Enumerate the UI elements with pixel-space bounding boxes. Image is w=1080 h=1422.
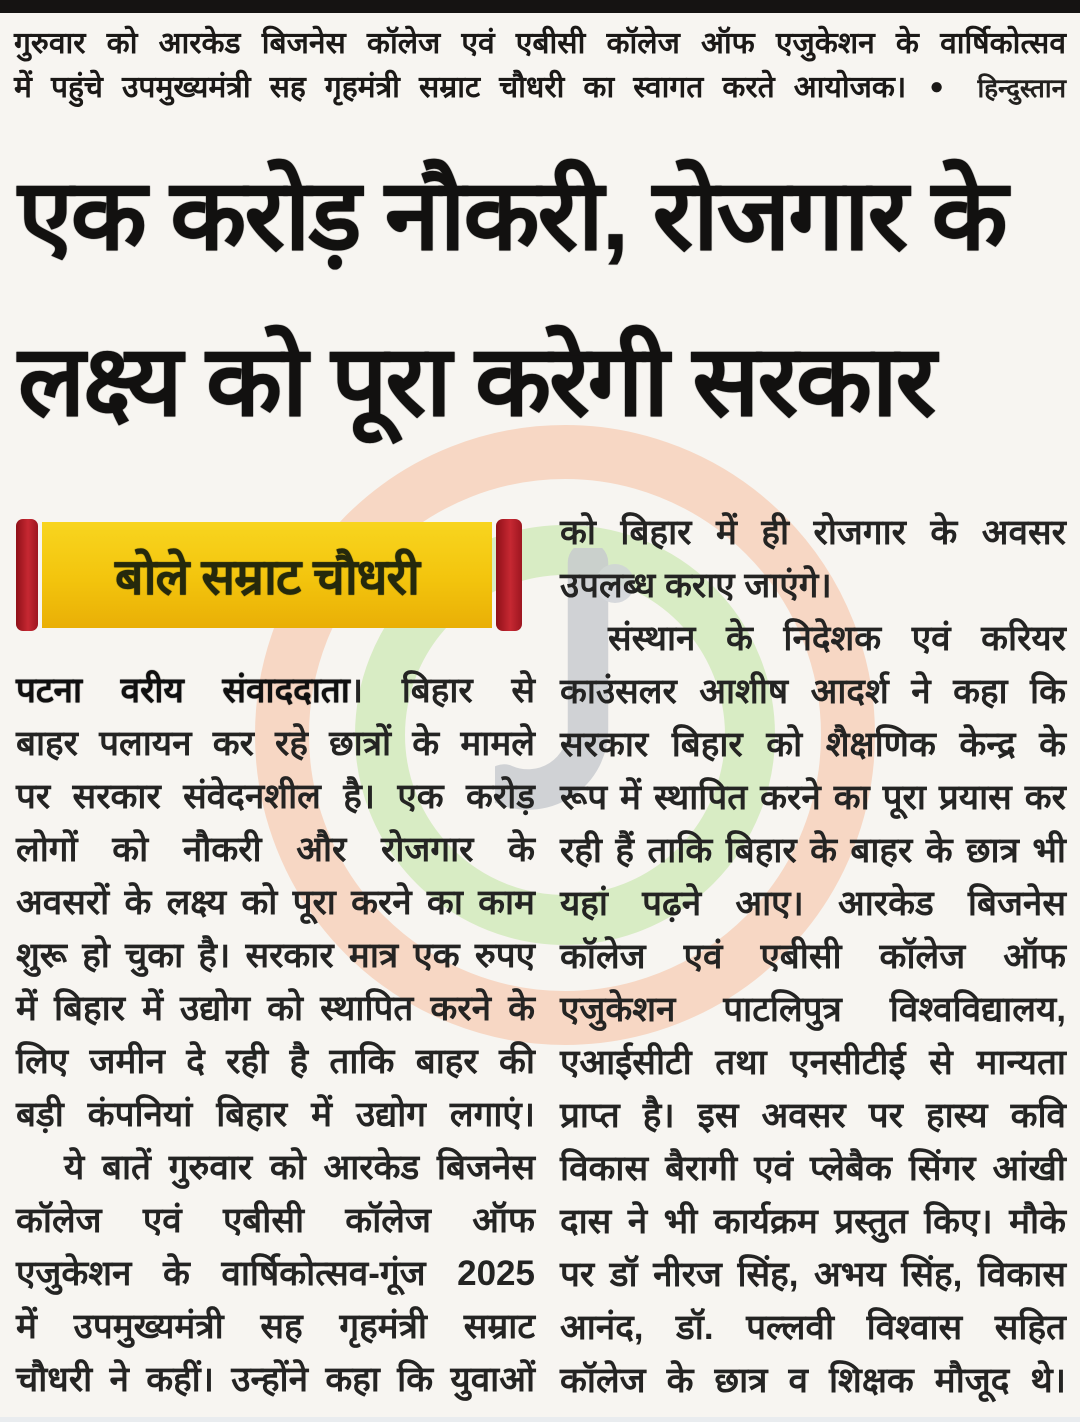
- body-line: शुरू हो चुका है। सरकार मात्र एक रुपए: [16, 936, 535, 975]
- body-line: बाहर पलायन कर रहे छात्रों के मामले: [16, 724, 535, 763]
- photo-caption: [14, 22, 1066, 112]
- body-line: प्राप्त है। इस अवसर पर हास्य कवि: [560, 1096, 1066, 1135]
- body-line: एजुकेशन के वार्षिकोत्सव-गूंज 2025: [16, 1254, 535, 1293]
- kicker-right-cap: [496, 519, 522, 631]
- body-line: एजुकेशन पाटलिपुत्र विश्वविद्यालय,: [560, 990, 1066, 1029]
- lead-rest: । बिहार से: [349, 671, 535, 710]
- body-line: लोगों को नौकरी और रोजगार के: [16, 830, 535, 869]
- kicker-band: [42, 522, 492, 628]
- body-line: विकास बैरागी एवं प्लेबैक सिंगर आंखी: [560, 1149, 1066, 1188]
- body-line: बड़ी कंपनियां बिहार में उद्योग लगाएं।: [16, 1095, 535, 1134]
- body-line: में बिहार में उद्योग को स्थापित करने के: [16, 989, 535, 1028]
- body-line: पर सरकार संवेदनशील है। एक करोड़: [16, 777, 535, 816]
- body-line: रूप में स्थापित करने का पूरा प्रयास कर: [560, 778, 1066, 817]
- body-line: एआईसीटी तथा एनसीटीई से मान्यता: [560, 1043, 1066, 1082]
- body-line: संस्थान के निदेशक एवं करियर: [608, 619, 1066, 658]
- body-line: रही हैं ताकि बिहार के बाहर के छात्र भी: [560, 831, 1066, 870]
- headline-line-2: लक्ष्य को पूरा करेगी सरकार: [18, 325, 935, 436]
- body-line: कॉलेज एवं एबीसी कॉलेज ऑफ: [560, 937, 1066, 976]
- body-line: लिए जमीन दे रही है ताकि बाहर की: [16, 1042, 535, 1081]
- kicker-left-cap: [16, 519, 38, 631]
- clipping-bottom-edge: [0, 1417, 1080, 1422]
- dateline: पटना वरीय संवाददाता: [16, 671, 350, 710]
- body-line: आनंद, डॉ. पल्लवी विश्वास सहित: [560, 1308, 1066, 1347]
- article-column-left: [16, 664, 535, 1406]
- body-line: को बिहार में ही रोजगार के अवसर: [560, 513, 1066, 552]
- article-column-right: [560, 506, 1066, 1407]
- body-line: पर डॉ नीरज सिंह, अभय सिंह, विकास: [560, 1255, 1066, 1294]
- body-line: उपलब्ध कराए जाएंगे।: [560, 566, 832, 605]
- caption-line-2: [14, 66, 1066, 112]
- body-lead-line: [16, 664, 535, 717]
- body-line: चौधरी ने कहीं। उन्होंने कहा कि युवाओं: [16, 1360, 535, 1399]
- body-line: सरकार बिहार को शैक्षणिक केन्द्र के: [560, 725, 1066, 764]
- body-line: दास ने भी कार्यक्रम प्रस्तुत किए। मौके: [560, 1202, 1066, 1241]
- kicker-box: [16, 519, 522, 631]
- body-line: यहां पढ़ने आए। आरकेड बिजनेस: [560, 884, 1066, 923]
- body-line: अवसरों के लक्ष्य को पूरा करने का काम: [16, 883, 535, 922]
- bullet-icon: ●: [929, 73, 955, 100]
- body-line: कॉलेज के छात्र व शिक्षक मौजूद थे।: [560, 1361, 1066, 1400]
- headline-line-1: एक करोड़ नौकरी, रोजगार के: [18, 159, 1006, 270]
- newspaper-credit: हिन्दुस्तान: [977, 73, 1066, 103]
- headline: [18, 132, 1066, 464]
- kicker-label: बोले सम्राट चौधरी: [115, 549, 419, 605]
- body-line: काउंसलर आशीष आदर्श ने कहा कि: [560, 672, 1066, 711]
- clipping-top-edge: [0, 0, 1080, 13]
- caption-line-2-text: में पहुंचे उपमुख्यमंत्री सह गृहमंत्री सम्राट चौधरी का स्वागत करते आयोजक।: [14, 71, 907, 104]
- caption-line-1: गुरुवार को आरकेड बिजनेस कॉलेज एवं एबीसी कॉलेज ऑफ एजुकेशन के वार्षिकोत्सव: [14, 27, 1066, 60]
- body-line: में उपमुख्यमंत्री सह गृहमंत्री सम्राट: [16, 1307, 535, 1346]
- body-line: ये बातें गुरुवार को आरकेड बिजनेस: [64, 1148, 535, 1187]
- body-line: कॉलेज एवं एबीसी कॉलेज ऑफ: [16, 1201, 535, 1240]
